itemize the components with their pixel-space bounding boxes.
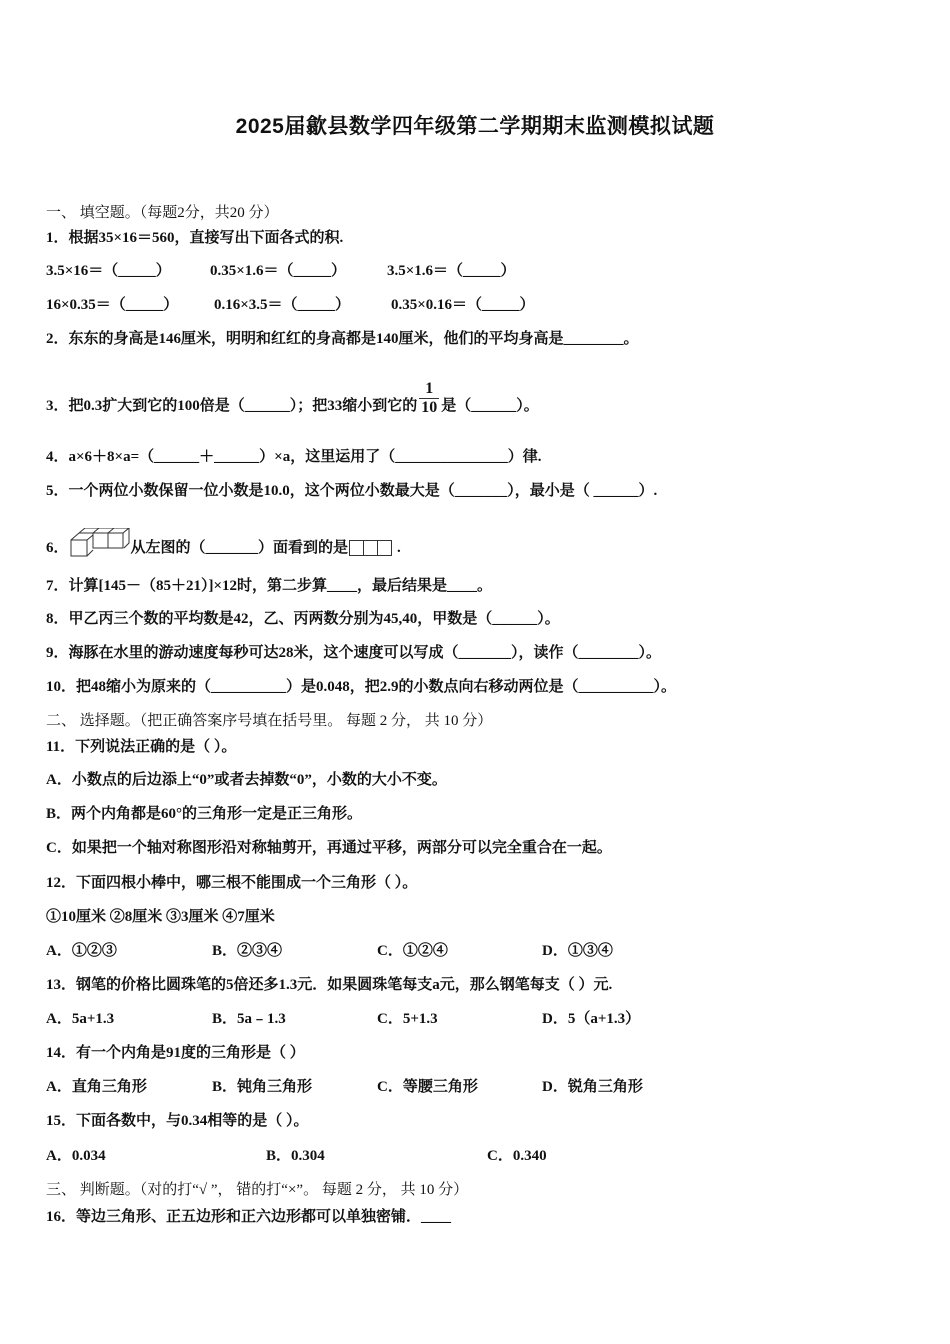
question-13-option-a: A．5a+1.3 (46, 1011, 115, 1027)
section-heading-fill-in: 一、 填空题。（每题2分，共20 分） (46, 205, 279, 221)
question-14-option-a: A．直角三角形 (46, 1079, 147, 1095)
question-13-option-b: B．5a﹣1.3 (212, 1011, 286, 1027)
question-4: 4．a×6＋8×a=（______＋______）×a，这里运用了（_______________）律. (46, 449, 542, 465)
question-11-option-c: C．如果把一个轴对称图形沿对称轴剪开，再通过平移，两部分可以完全重合在一起。 (46, 840, 612, 856)
question-14-option-d: D．锐角三角形 (542, 1079, 643, 1095)
cube-stack-figure-icon (69, 528, 131, 558)
page-title: 2025届歙县数学四年级第二学期期末监测模拟试题 (235, 115, 715, 138)
question-12-option-d: D．①③④ (542, 943, 613, 959)
fraction-one-tenth (419, 380, 439, 417)
question-10: 10．把48缩小为原来的（__________）是0.048，把2.9的小数点向右移动两位是（__________）。 (46, 679, 677, 695)
three-squares-view-icon (349, 540, 397, 558)
question-1-item: 16×0.35＝（_____） (46, 297, 179, 313)
question-11-stem: 11．下列说法正确的是（ ）。 (46, 739, 237, 755)
question-2: 2．东东的身高是146厘米，明明和红红的身高都是140厘米，他们的平均身高是________。 (46, 331, 639, 347)
question-12-option-b: B．②③④ (212, 943, 283, 959)
question-5: 5．一个两位小数保留一位小数是10.0，这个两位小数最大是（_______），最小是（ ______）. (46, 483, 658, 499)
question-12-option-a: A．①②③ (46, 943, 117, 959)
question-6 (46, 528, 401, 558)
question-6-middle: 从左图的（_______）面看到的是 (130, 540, 349, 556)
question-3 (46, 380, 539, 425)
question-11-option-a: A．小数点的后边添上“0”或者去掉数“0”，小数的大小不变。 (46, 772, 447, 788)
section-heading-true-false: 三、 判断题。（对的打“√ ”， 错的打“×”。 每题 2 分， 共 10 分） (46, 1182, 469, 1198)
question-15-option-a: A．0.034 (46, 1148, 106, 1164)
fraction-numerator: 1 (419, 380, 439, 399)
question-15-option-c: C．0.340 (487, 1148, 547, 1164)
question-13-stem: 13．钢笔的价格比圆珠笔的5倍还多1.3元．如果圆珠笔每支a元，那么钢笔每支（ ）元. (46, 977, 613, 993)
question-6-prefix: 6． (46, 540, 69, 556)
question-13-option-d: D．5（a+1.3） (542, 1011, 641, 1027)
question-15-stem: 15．下面各数中，与0.34相等的是（ ）。 (46, 1113, 309, 1129)
question-13-option-c: C．5+1.3 (377, 1011, 438, 1027)
question-12-option-c: C．①②④ (377, 943, 448, 959)
question-9: 9．海豚在水里的游动速度每秒可达28米，这个速度可以写成（_______），读作（________）。 (46, 645, 662, 661)
question-14-option-c: C．等腰三角形 (377, 1079, 478, 1095)
question-3-text-before: 3．把0.3扩大到它的100倍是（______）；把33缩小到它的 (46, 397, 418, 414)
question-1-item: 3.5×1.6＝（_____） (387, 263, 516, 279)
fraction-denominator: 10 (421, 399, 438, 416)
question-14-stem: 14．有一个内角是91度的三角形是（ ） (46, 1045, 305, 1061)
question-6-suffix: . (397, 540, 401, 556)
question-1-item: 0.16×3.5＝（_____） (214, 297, 351, 313)
section-heading-multiple-choice: 二、 选择题。（把正确答案序号填在括号里。 每题 2 分， 共 10 分） (46, 713, 493, 729)
question-1-stem: 1．根据35×16＝560，直接写出下面各式的积. (46, 230, 344, 246)
question-1-item: 3.5×16＝（_____） (46, 263, 171, 279)
question-12-stem: 12．下面四根小棒中，哪三根不能围成一个三角形（ ）。 (46, 875, 418, 891)
question-8: 8．甲乙丙三个数的平均数是42，乙、丙两数分别为45,40，甲数是（______）。 (46, 611, 560, 627)
question-15-option-b: B．0.304 (266, 1148, 325, 1164)
question-12-sticks: ①10厘米 ②8厘米 ③3厘米 ④7厘米 (46, 909, 275, 925)
question-7: 7．计算[145－（85＋21）]×12时，第二步算____，最后结果是____。 (46, 578, 493, 594)
question-1-item: 0.35×1.6＝（_____） (210, 263, 347, 279)
question-14-option-b: B．钝角三角形 (212, 1079, 313, 1095)
question-16: 16．等边三角形、正五边形和正六边形都可以单独密铺．____ (46, 1209, 452, 1225)
question-11-option-b: B．两个内角都是60°的三角形一定是正三角形。 (46, 806, 363, 822)
question-1-item: 0.35×0.16＝（_____） (391, 297, 535, 313)
question-3-text-after: 是（______）。 (441, 397, 539, 414)
